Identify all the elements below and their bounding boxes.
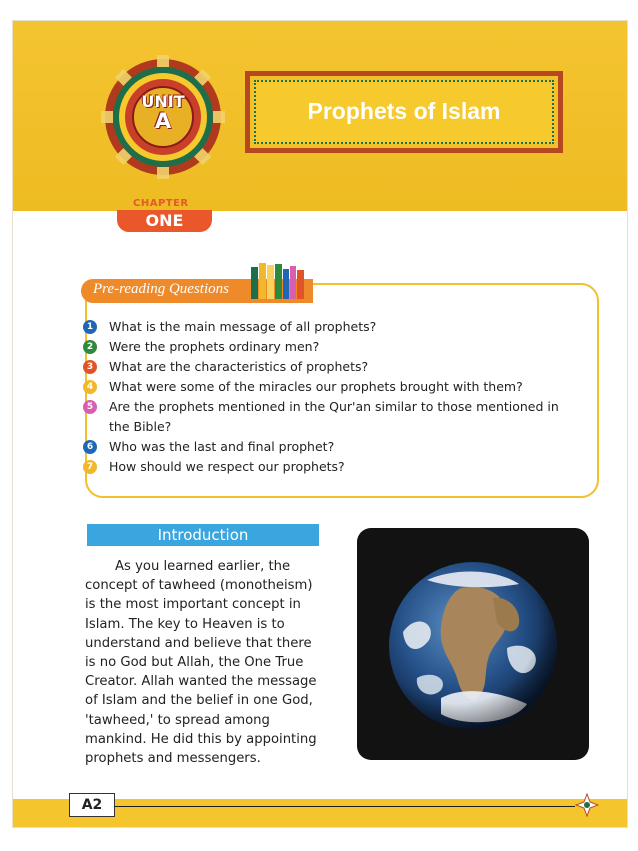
question-list <box>83 317 583 477</box>
textbook-page <box>12 20 628 828</box>
chapter-label: CHAPTER <box>133 198 189 209</box>
list-item <box>83 337 583 357</box>
earth-icon <box>357 528 589 760</box>
number-badge-icon: 6 <box>83 440 97 454</box>
question-text: What were some of the miracles our prophets brought with them? <box>109 379 523 394</box>
question-text: What are the characteristics of prophets? <box>109 359 369 374</box>
introduction-body <box>85 557 321 768</box>
list-item <box>83 437 583 457</box>
question-text: Are the prophets mentioned in the Qur'an similar to those mentioned in the Bible? <box>109 399 559 434</box>
introduction-heading: Introduction <box>87 524 319 546</box>
page-title: Prophets of Islam <box>307 98 501 124</box>
number-badge-icon: 3 <box>83 360 97 374</box>
number-badge-icon: 2 <box>83 340 97 354</box>
question-text: Who was the last and final prophet? <box>109 439 335 454</box>
question-text: Were the prophets ordinary men? <box>109 339 320 354</box>
list-item <box>83 317 583 337</box>
number-badge-icon: 1 <box>83 320 97 334</box>
page-number: A2 <box>69 793 115 817</box>
list-item <box>83 457 583 477</box>
introduction-paragraph: As you learned earlier, the concept of tawheed (monotheism) is the most important concept in Islam. The key to Heaven is to understand and believe that there is no God but Allah, the One True Creator. Allah wanted the message of Islam and the belief in one God, 'tawheed,' to spread among mankind. He did this by appointing prophets and messengers. <box>85 559 317 767</box>
unit-medallion <box>99 53 227 181</box>
list-item <box>83 377 583 397</box>
question-text: How should we respect our prophets? <box>109 459 345 474</box>
question-text: What is the main message of all prophets? <box>109 319 377 334</box>
ornament-star-icon <box>575 793 599 817</box>
number-badge-icon: 4 <box>83 380 97 394</box>
pre-reading-label: Pre-reading Questions <box>93 281 229 297</box>
number-badge-icon: 5 <box>83 400 97 414</box>
list-item <box>83 357 583 377</box>
footer-divider <box>115 806 575 807</box>
chapter-number: ONE <box>117 210 212 232</box>
list-item <box>83 397 583 437</box>
earth-image <box>357 528 589 760</box>
number-badge-icon: 7 <box>83 460 97 474</box>
title-frame <box>245 71 563 153</box>
unit-word: UNIT <box>141 92 185 111</box>
unit-letter: A <box>154 109 172 133</box>
books-icon <box>249 261 307 301</box>
